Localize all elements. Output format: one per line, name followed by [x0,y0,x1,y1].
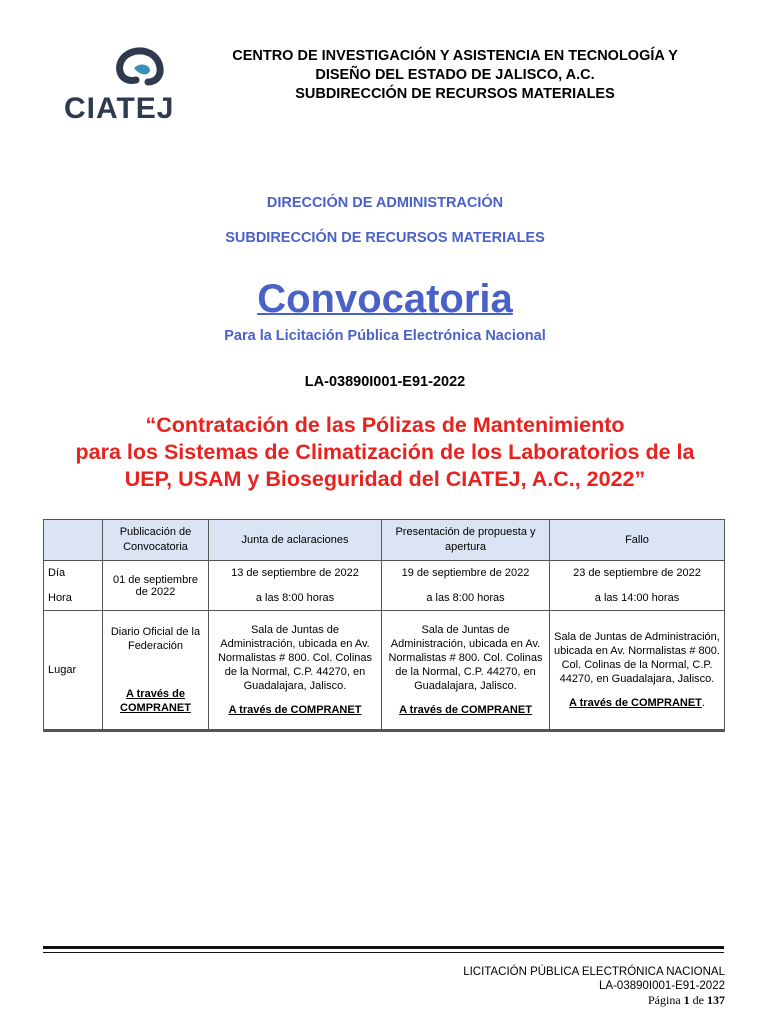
presentacion-lugar-text: Sala de Juntas de Administración, ubicada en Av. Normalistas # 800. Col. Colinas de la Normal, C.P. 44270, en Guadalajara, Jalisco. [388,624,543,692]
convocatoria-subtitle: Para la Licitación Pública Electrónica Nacional [224,328,546,344]
presentacion-dia: 19 de septiembre de 2022 [382,561,550,586]
table-row-lugar [44,611,725,731]
label-lugar: Lugar [44,611,103,731]
fallo-hora: a las 14:00 horas [550,586,725,611]
header-junta: Junta de aclaraciones [209,520,382,561]
publicacion-compranet: A través de COMPRANET [120,688,191,714]
direccion-heading: DIRECCIÓN DE ADMINISTRACIÓN [266,195,504,211]
schedule-table [43,519,725,732]
licitacion-number: LA-03890I001-E91-2022 [304,374,466,390]
header-presentacion: Presentación de propuesta y apertura [382,520,550,561]
contract-title-line-1: “Contratación de las Pólizas de Mantenimiento [145,413,625,437]
header-fallo: Fallo [550,520,725,561]
institution-header [190,47,720,104]
footer-line-2: LA-03890I001-E91-2022 [599,980,725,992]
publicacion-fecha: 01 de septiembre de 2022 [103,561,209,611]
table-header-row [44,520,725,561]
fallo-compranet-suffix: . [701,697,705,709]
page-prefix: Página [648,993,681,1007]
label-hora: Hora [44,586,103,611]
page-footer [463,965,725,1007]
page-total: 137 [707,993,725,1007]
junta-compranet: A través de COMPRANET [228,704,362,716]
page-of: de [692,993,704,1007]
presentacion-hora: a las 8:00 horas [382,586,550,611]
page-number [463,993,725,1007]
header-line-2: DISEÑO DEL ESTADO DE JALISCO, A.C. [315,67,595,83]
junta-lugar [209,611,382,731]
junta-lugar-text: Sala de Juntas de Administración, ubicada en Av. Normalistas # 800. Col. Colinas de la Normal, C.P. 44270, en Guadalajara, Jalisco. [217,624,373,692]
header-empty [44,520,103,561]
footer-rule-thin [43,952,724,953]
contract-title-line-3: UEP, USAM y Bioseguridad del CIATEJ, A.C., 2022” [124,467,646,491]
label-dia: Día [44,561,103,586]
convocatoria-title: Convocatoria [257,277,513,321]
contract-title [30,412,740,493]
presentacion-compranet: A través de COMPRANET [399,704,532,716]
publicacion-lugar [103,611,209,731]
svg-text:CIATEJ: CIATEJ [64,92,175,124]
footer-line-1: LICITACIÓN PÚBLICA ELECTRÓNICA NACIONAL [463,966,725,978]
subdireccion-heading: SUBDIRECCIÓN DE RECURSOS MATERIALES [225,230,545,246]
fallo-lugar [550,611,725,731]
page-current: 1 [683,993,690,1007]
publicacion-lugar-text: Diario Oficial de la Federación [110,626,201,652]
header-line-1: CENTRO DE INVESTIGACIÓN Y ASISTENCIA EN TECNOLOGÍA Y [232,48,678,64]
fallo-compranet-line [554,696,720,710]
footer-rule-thick [43,946,724,949]
fallo-compranet: A través de COMPRANET [569,697,702,709]
junta-dia: 13 de septiembre de 2022 [209,561,382,586]
header-publicacion: Publicación de Convocatoria [103,520,209,561]
table-row-dia [44,561,725,586]
ciatej-logo [60,40,180,124]
presentacion-lugar [382,611,550,731]
junta-hora: a las 8:00 horas [209,586,382,611]
header-line-3: SUBDIRECCIÓN DE RECURSOS MATERIALES [295,86,615,102]
fallo-lugar-text: Sala de Juntas de Administración, ubicada en Av. Normalistas # 800. Col. Colinas de la Normal, C.P. 44270, en Guadalajara, Jalisco. [554,631,720,685]
fallo-dia: 23 de septiembre de 2022 [550,561,725,586]
contract-title-line-2: para los Sistemas de Climatización de los Laboratorios de la [75,440,695,464]
